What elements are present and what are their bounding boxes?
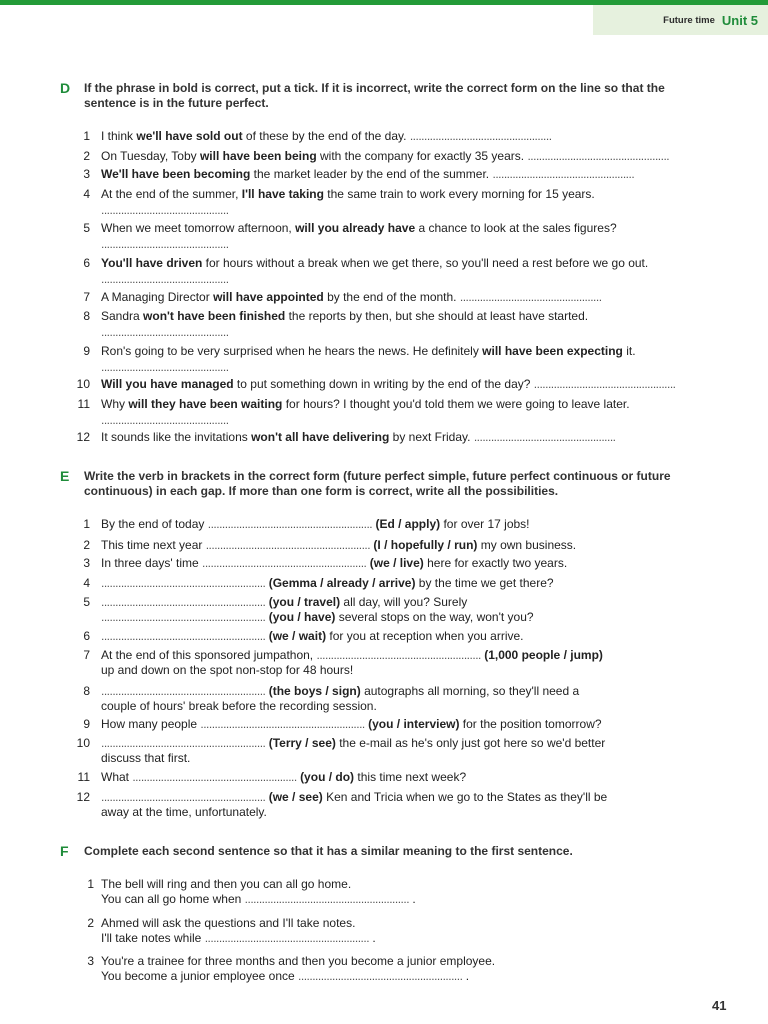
item-text [101,187,595,201]
item-number: 10 [76,377,90,391]
answer-row [101,360,229,375]
exercise-item [68,770,466,785]
item-number: 2 [83,149,90,163]
verb-prompt: (the boys / sign) [268,684,361,698]
answer-line[interactable]: .......................................................... [316,648,481,662]
item-number: 10 [76,736,90,750]
bold-phrase: will have appointed [213,290,324,304]
item-text-pre: A Managing Director [101,290,214,304]
item-number: 1 [83,129,90,143]
item-text [101,684,579,698]
bold-phrase: we'll have sold out [136,129,243,143]
exercise-item [68,576,554,591]
exercise-item [68,309,588,324]
answer-line[interactable]: .......................................................... [204,931,370,945]
item-text-post: a chance to look at the sales figures? [415,221,617,235]
answer-line[interactable]: ............................................. [101,325,229,339]
exercise-item [68,629,524,644]
item-text [101,149,669,163]
answer-line[interactable]: ............................................. [101,360,229,374]
item-text [101,256,648,270]
item-number: 1 [87,877,94,891]
header-topic: Future time [663,14,715,26]
answer-row [101,203,229,218]
item-text [101,377,676,391]
item-text-post: for hours? I thought you'd told them we were going to leave later. [282,397,630,411]
verb-prompt: (Gemma / already / arrive) [268,576,416,590]
item-text-pre: I think [101,129,137,143]
exercise-item-continuation [68,663,353,678]
item-text [101,770,466,784]
exercise-item-continuation [68,751,190,766]
item-text [101,221,617,235]
exercise-instruction: Complete each second sentence so that it has a similar meaning to the first sentence. [84,844,573,858]
item-number: 5 [83,221,90,235]
item-number: 9 [83,344,90,358]
item-text-post: the market leader by the end of the summer. [250,167,490,181]
item-text [101,717,602,731]
bold-phrase: won't all have delivering [251,430,390,444]
item-number: 7 [83,290,90,304]
item-text-post: here for exactly two years. [423,556,568,570]
item-text [101,648,603,662]
item-text-pre: couple of hours' break before the recording session. [101,699,377,713]
exercise-item [68,538,576,553]
answer-row [101,325,229,340]
verb-prompt: (Ed / apply) [375,517,441,531]
item-number: 7 [83,648,90,662]
answer-line[interactable]: .......................................................... [244,892,410,906]
item-number: 6 [83,256,90,270]
answer-line[interactable]: .......................................................... [202,556,367,570]
item-number: 12 [76,430,90,444]
exercise-item [68,397,630,412]
item-number: 3 [83,556,90,570]
exercise-item-continuation [68,805,267,820]
item-text [101,610,534,624]
answer-line[interactable]: .......................................................... [298,969,463,983]
item-number: 6 [83,629,90,643]
item-text-pre: When we meet tomorrow afternoon, [101,221,296,235]
second-sentence: You become a junior employee once [101,969,295,983]
answer-line[interactable]: .................................................. [492,167,635,181]
verb-prompt: (you / have) [268,610,336,624]
verb-prompt: (we / see) [268,790,323,804]
item-text [101,699,377,713]
exercise-item [68,717,602,732]
answer-line[interactable]: .......................................................... [101,736,266,750]
item-text-post: the reports by then, but she should at least have started. [285,309,589,323]
item-text [101,538,576,552]
page-number: 41 [712,998,727,1013]
exercise-e [60,468,710,508]
first-sentence: Ahmed will ask the questions and I'll take notes. [101,916,356,930]
answer-line[interactable]: .......................................................... [207,517,373,531]
second-sentence-row: You become a junior employee once .......................................................... . [101,969,470,983]
exercise-item [68,736,605,751]
verb-prompt: (I / hopefully / run) [373,538,478,552]
exercise-letter: D [60,80,71,96]
verb-prompt: (we / wait) [268,629,327,643]
second-sentence-row: I'll take notes while .......................................................... . [101,931,376,945]
item-text-pre: By the end of today [101,517,208,531]
item-text-post: by the time we get there? [415,576,554,590]
second-sentence: I'll take notes while [101,931,202,945]
answer-line[interactable]: .......................................................... [101,629,266,643]
bold-phrase: will they have been waiting [128,397,283,411]
item-text [101,290,602,304]
answer-line[interactable]: .................................................. [533,377,676,391]
exercise-item [72,954,495,969]
exercise-letter: E [60,468,70,484]
item-text [101,595,467,609]
item-number: 8 [83,684,90,698]
header-unit: Unit 5 [721,12,758,28]
item-text [101,576,554,590]
item-text [101,517,530,531]
answer-line[interactable]: .......................................................... [101,790,266,804]
answer-line[interactable]: .................................................. [409,129,552,143]
item-text-pre: On Tuesday, Toby [101,149,200,163]
item-number: 5 [83,595,90,609]
verb-prompt: (1,000 people / jump) [484,648,603,662]
item-number: 1 [83,517,90,531]
answer-line[interactable]: .................................................. [527,149,670,163]
item-text-pre: Why [101,397,129,411]
item-text [101,556,567,570]
verb-prompt: (you / travel) [268,595,341,609]
item-text-post: by the end of the month. [323,290,457,304]
bold-phrase: We'll have been becoming [101,167,251,181]
answer-line[interactable]: ............................................. [101,237,229,251]
item-number: 2 [83,538,90,552]
item-text [101,663,353,677]
item-text-pre: It sounds like the invitations [101,430,252,444]
bold-phrase: Will you have managed [101,377,234,391]
item-text-pre: How many people [101,717,201,731]
item-text [101,344,636,358]
verb-prompt: (Terry / see) [268,736,336,750]
item-number: 11 [77,397,90,411]
answer-line[interactable]: .......................................................... [101,610,266,624]
answer-row [101,413,229,428]
exercise-item [68,684,579,699]
item-text [101,629,524,643]
exercise-instruction: If the phrase in bold is correct, put a tick. If it is incorrect, write the correct form on the line so that the sentence is in the future perfect. [84,81,665,110]
exercise-item [68,377,676,392]
item-number: 9 [83,717,90,731]
exercise-item [68,430,616,445]
item-text-post: for the position tomorrow? [459,717,602,731]
verb-prompt: (you / do) [300,770,355,784]
item-text-post: the e-mail as he's only just got here so we'd better [335,736,606,750]
answer-line[interactable]: ............................................. [101,203,229,217]
item-text-post: my own business. [477,538,577,552]
exercise-f [60,843,710,863]
item-text [101,129,552,143]
answer-line[interactable]: .................................................. [459,290,602,304]
answer-line[interactable]: ............................................. [101,272,229,286]
item-text-post: several stops on the way, won't you? [335,610,534,624]
answer-row [101,237,229,252]
item-text [101,736,605,750]
item-text-post: the same train to work every morning for 15 years. [323,187,595,201]
item-text-pre: discuss that first. [101,751,191,765]
bold-phrase: I'll have taking [241,187,324,201]
answer-line[interactable]: .......................................................... [200,717,365,731]
exercise-item [68,517,530,532]
item-text [101,430,616,444]
item-number: 2 [87,916,94,930]
item-text-pre: Sandra [101,309,144,323]
item-text-post: for hours without a break when we get there, so you'll need a rest before we go out. [202,256,649,270]
first-sentence: The bell will ring and then you can all go home. [101,877,352,891]
exercise-item [68,256,648,271]
exercise-letter: F [60,843,69,859]
exercise-item [68,344,636,359]
verb-prompt: (you / interview) [368,717,460,731]
item-number: 4 [83,576,90,590]
bold-phrase: won't have been finished [143,309,286,323]
item-text-post: this time next week? [354,770,467,784]
item-text-post: for you at reception when you arrive. [326,629,524,643]
answer-line[interactable]: .......................................................... [132,770,297,784]
item-text [101,309,588,323]
exercise-item [68,290,602,305]
item-number: 3 [87,954,94,968]
item-text-post: with the company for exactly 35 years. [316,149,525,163]
item-text-pre: What [101,770,133,784]
item-text-pre: At the end of this sponsored jumpathon, [101,648,317,662]
second-sentence: You can all go home when [101,892,242,906]
second-sentence-row: You can all go home when .......................................................... . [101,892,416,906]
item-text-post: for over 17 jobs! [440,517,530,531]
item-text-pre: away at the time, unfortunately. [101,805,267,819]
answer-line[interactable]: .......................................................... [205,538,371,552]
bold-phrase: You'll have driven [101,256,203,270]
verb-prompt: (we / live) [369,556,424,570]
answer-line[interactable]: .................................................. [473,430,616,444]
item-text-post: to put something down in writing by the end of the day? [233,377,531,391]
running-header [593,5,768,35]
exercise-item [68,595,467,610]
item-text [101,790,607,804]
item-text-post: it. [622,344,636,358]
item-number: 11 [77,770,90,784]
exercise-item [68,167,634,182]
exercise-item [68,149,669,164]
exercise-item-continuation [68,699,377,714]
exercise-item [68,556,567,571]
bold-phrase: will you already have [295,221,416,235]
bold-phrase: will have been expecting [482,344,623,358]
item-text-pre: At the end of the summer, [101,187,242,201]
answer-line[interactable]: ............................................. [101,413,229,427]
item-text-pre: This time next year [101,538,206,552]
item-text-post: all day, will you? Surely [340,595,468,609]
item-text-pre: In three days' time [101,556,203,570]
item-text-pre: up and down on the spot non-stop for 48 hours! [101,663,354,677]
exercise-item [68,129,552,144]
exercise-item [68,221,617,236]
item-text-post: Ken and Tricia when we go to the States as they'll be [322,790,608,804]
exercise-instruction: Write the verb in brackets in the correct form (future perfect simple, future perfect continuous or future continuous) in each gap. If more than one form is correct, write all the possibilities. [84,469,671,498]
answer-line[interactable]: .......................................................... [101,595,266,609]
exercise-item [68,648,603,663]
item-text-pre: Ron's going to be very surprised when he hears the news. He definitely [101,344,483,358]
item-number: 4 [83,187,90,201]
answer-row [101,272,229,287]
answer-line[interactable]: .......................................................... [101,576,266,590]
item-number: 8 [83,309,90,323]
item-number: 3 [83,167,90,181]
item-text [101,751,190,765]
item-text [101,167,634,181]
bold-phrase: will have been being [199,149,317,163]
exercise-item [72,916,355,931]
item-text [101,805,267,819]
item-number: 12 [76,790,90,804]
item-text-post: autographs all morning, so they'll need a [360,684,580,698]
answer-line[interactable]: .......................................................... [101,684,266,698]
exercise-item [68,187,595,202]
item-text [101,397,630,411]
item-text-post: of these by the end of the day. [242,129,407,143]
first-sentence: You're a trainee for three months and then you become a junior employee. [101,954,496,968]
exercise-item-continuation [68,610,534,625]
exercise-item [68,790,607,805]
exercise-item [72,877,351,892]
item-text-post: by next Friday. [389,430,471,444]
